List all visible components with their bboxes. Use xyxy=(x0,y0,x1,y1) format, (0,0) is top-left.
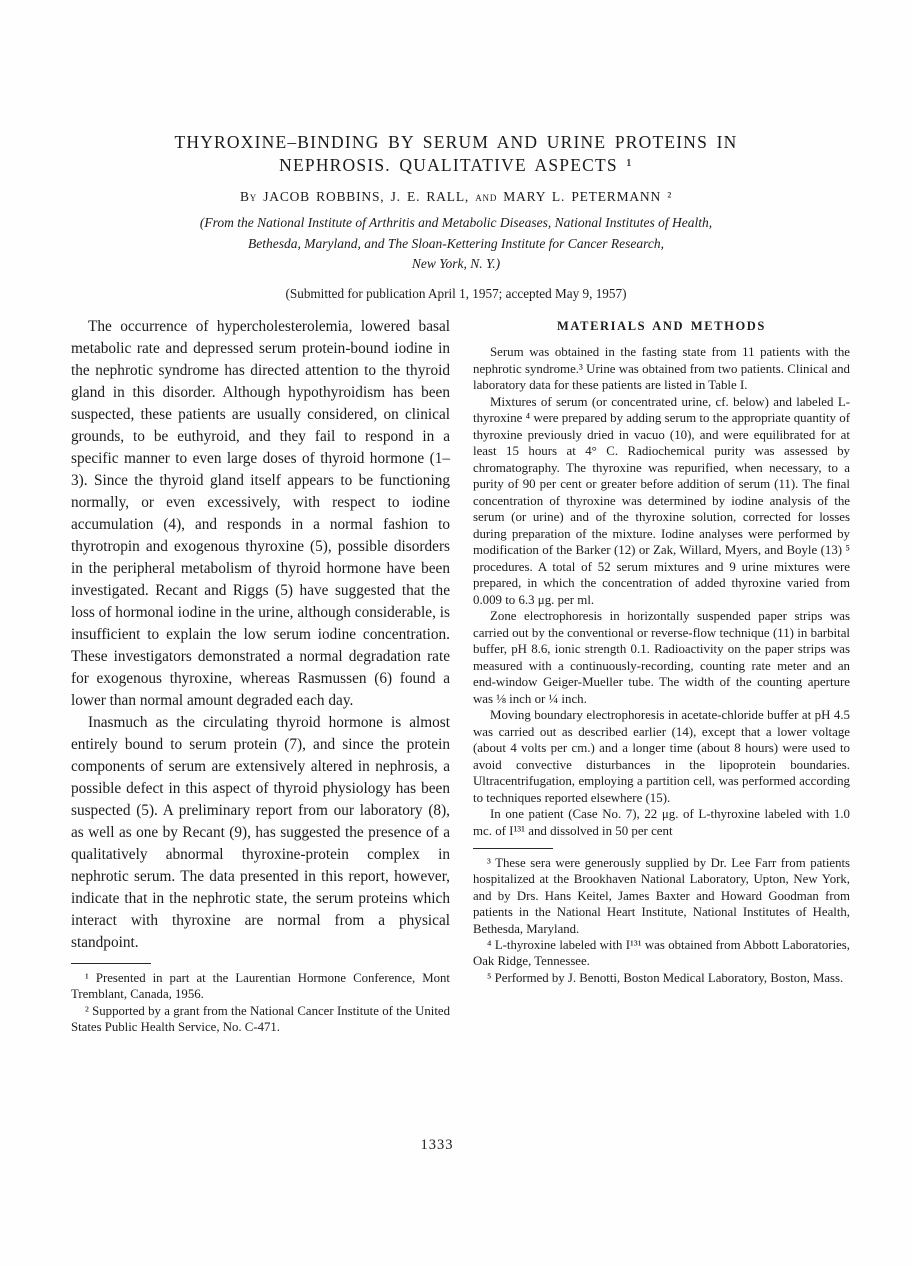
right-column xyxy=(473,316,850,1036)
submission-note: (Submitted for publication April 1, 1957; accepted May 9, 1957) xyxy=(285,285,627,301)
footnote-5: ⁵ Performed by J. Benotti, Boston Medical Laboratory, Boston, Mass. xyxy=(487,970,844,985)
article-title-line-2: NEPHROSIS. QUALITATIVE ASPECTS ¹ xyxy=(279,155,633,175)
methods-paragraph-5: In one patient (Case No. 7), 22 μg. of L-thyroxine labeled with 1.0 mc. of I¹³¹ and dissolved in 50 per cent xyxy=(473,807,850,838)
section-heading-materials-and-methods: MATERIALS AND METHODS xyxy=(557,319,766,333)
footnote-3: ³ These sera were generously supplied by Dr. Lee Farr from patients hospitalized at the Brookhaven National Laboratory, Upton, New York, and by Drs. Hans Keitel, James Baxter and Howard Goodman from patients in the National Heart Institute, National Institutes of Health, Bethesda, Maryland. xyxy=(473,856,850,936)
intro-paragraph-2: Inasmuch as the circulating thyroid hormone is almost entirely bound to serum protein (7), and since the protein components of serum are extensively altered in nephrosis, a possible defect in this aspect of thyroid physiology has been suspected (5). A preliminary report from our laboratory (8), as well as one by Recant (9), has suggested the presence of a qualitatively abnormal thyroxine-protein complex in nephrotic serum. The data presented in this report, however, indicate that in the nephrotic state, the serum proteins which interact with thyroxine are normal from a physical standpoint. xyxy=(71,714,450,951)
footnote-rule-right xyxy=(473,848,553,849)
affiliation-line-3: New York, N. Y.) xyxy=(411,256,501,271)
footnote-2: ² Supported by a grant from the National Cancer Institute of the United States Public Health Service, No. C-471. xyxy=(71,1003,450,1035)
affiliation-line-2: Bethesda, Maryland, and The Sloan-Kettering Institute for Cancer Research, xyxy=(247,235,665,251)
methods-paragraph-4: Moving boundary electrophoresis in acetate-chloride buffer at pH 4.5 was carried out as described earlier (14), except that a lower voltage (about 4 volts per cm.) and a longer time (about 8 hours) were used to avoid convective disturbances in the lipoprotein boundaries. Ultracentrifugation, employing a partition cell, was performed according to techniques reported elsewhere (15). xyxy=(473,708,850,805)
methods-paragraph-3: Zone electrophoresis in horizontally suspended paper strips was carried out by the conventional or reverse-flow technique (11) in barbital buffer, pH 8.6, ionic strength 0.1. Radioactivity on the paper strips was measured with a continuously-recording, counting rate meter and an end-window Geiger-Mueller tube. The width of the counting aperture was ⅛ inch or ¼ inch. xyxy=(473,609,850,706)
two-column-body xyxy=(71,316,850,1036)
article-title-line-1: THYROXINE–BINDING BY SERUM AND URINE PROTEINS IN xyxy=(174,132,738,152)
article-header xyxy=(66,131,846,302)
intro-paragraph-1: The occurrence of hypercholesterolemia, lowered basal metabolic rate and depressed serum protein-bound iodine in the nephrotic syndrome has directed attention to the thyroid gland in this disorder. Although hypothyroidism has been suspected, these patients are usually considered, on clinical grounds, to be euthyroid, and they fail to respond in a specific manner to even large doses of thyroid hormone (1–3). Since the thyroid gland itself appears to be functioning normally, or even excessively, with respect to iodine accumulation (4), and responds in a normal fashion to thyrotropin and exogenous thyroxine (5), possible disorders in the peripheral metabolism of thyroid hormone have been investigated. Recant and Riggs (5) have suggested that the loss of hormonal iodine in the urine, although considerable, is insufficient to explain the low serum iodine concentration. These investigators demonstrated a normal degradation rate for exogenous thyroxine, whereas Rasmussen (6) found a lower than normal amount degraded each day. xyxy=(71,318,450,709)
authors-byline: By JACOB ROBBINS, J. E. RALL, and MARY L. PETERMANN ² xyxy=(239,189,673,204)
methods-paragraph-2: Mixtures of serum (or concentrated urine, cf. below) and labeled L-thyroxine ⁴ were prepared by adding serum to the appropriate quantity of thyroxine previously dried in vacuo (10), and were equilibrated for at least 15 hours at 4° C. Radiochemical purity was assessed by chromatography. The thyroxine was repurified, when necessary, to a purity of 90 per cent or greater before addition of serum (11). The final concentration of thyroxine was determined by iodine analysis of the serum (or urine) and of the thyroxine solution, corrected for losses during preparation of the mixture. Iodine analyses were performed by modification of the Barker (12) or Zak, Willard, Myers, and Boyle (13) ⁵ procedures. A total of 52 serum mixtures and 9 urine mixtures were prepared, in which the concentration of added thyroxine varied from 0.009 to 6.3 μg. per ml. xyxy=(473,394,850,607)
methods-paragraph-1: Serum was obtained in the fasting state from 11 patients with the nephrotic syndrome.³ Urine was obtained from two patients. Clinical and laboratory data for these patients are listed in Table I. xyxy=(473,345,850,392)
affiliation-block xyxy=(66,213,846,275)
left-column xyxy=(71,316,450,1036)
footnote-4: ⁴ L-thyroxine labeled with I¹³¹ was obtained from Abbott Laboratories, Oak Ridge, Tennessee. xyxy=(473,938,850,969)
footnote-1: ¹ Presented in part at the Laurentian Hormone Conference, Mont Tremblant, Canada, 1956. xyxy=(71,971,450,1002)
affiliation-line-1: (From the National Institute of Arthritis and Metabolic Diseases, National Institutes of Health, xyxy=(199,215,713,230)
footnote-rule-left xyxy=(71,963,151,964)
page-number: 1333 xyxy=(420,1137,454,1153)
